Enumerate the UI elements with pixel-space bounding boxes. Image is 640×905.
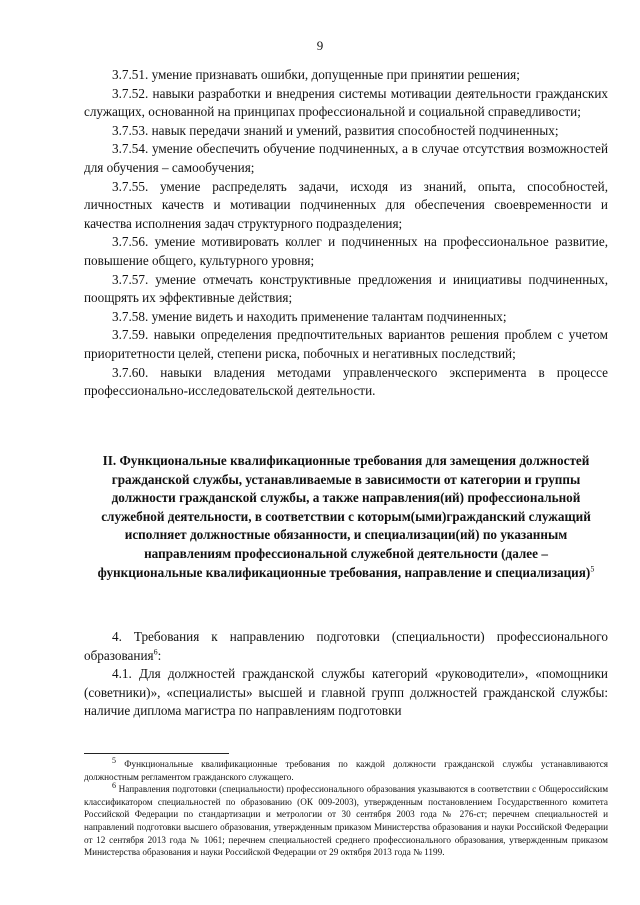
- footnote-ref-6: 6: [153, 647, 158, 657]
- paragraph-4-1: 4.1. Для должностей гражданской службы категорий «руководители», «помощники (советники)», «специалисты» высшей и главной групп должностей гражданской службы: наличие диплома магистра по направлениям подготовки: [84, 666, 608, 719]
- list-item-3-7-57: 3.7.57. умение отмечать конструктивные предложения и инициативы подчиненных, поощрять их эффективные действия;: [84, 271, 608, 306]
- list-item-3-7-55: 3.7.55. умение распределять задачи, исходя из знаний, опыта, способностей, личностных качеств и мотивации подчиненных для обеспечения своевременности и качества исполнения задач структурного подразделения;: [84, 178, 608, 231]
- footnote-6-text: Направления подготовки (специальности) профессионального образования указываются в соответствии с Общероссийским классификатором специальностей по образованию (ОК 009-2003), утвержденным постановлением Государственного комитета Российской Федерации по стандартизации и метрологии от 30 сентября 2003 года № 276-ст; перечнем специальностей и направлений подготовки высшего образования, утвержденным приказом Министерства образования и науки Российской Федерации от 12 сентября 2013 года № 1061; перечнем специальностей среднего профессионального образования, утвержденным приказом Министерства образования и науки Российской Федерации от 29 октября 2013 года № 1199.: [84, 784, 609, 858]
- footnote-6: [84, 783, 608, 859]
- paragraph-4-colon: :: [157, 647, 162, 663]
- footnotes: [84, 755, 609, 859]
- footnote-6-mark: 6: [112, 781, 116, 791]
- list-item-3-7-59: 3.7.59. навыки определения предпочтительных вариантов решения проблем с учетом приоритетности целей, степени риска, побочных и негативных последствий;: [84, 327, 608, 361]
- footnote-separator: [84, 753, 229, 754]
- list-item-3-7-56: 3.7.56. умение мотивировать коллег и подчиненных на профессиональное развитие, повышение общего, культурного уровня;: [84, 234, 608, 268]
- requirements-section: [84, 628, 608, 721]
- section-heading: [96, 452, 596, 582]
- list-item-3-7-54: 3.7.54. умение обеспечить обучение подчиненных, а в случае отсутствия возможностей для обучения – самообучения;: [84, 141, 608, 175]
- footnote-5-mark: 5: [112, 755, 116, 765]
- paragraph-4-text: 4. Требования к направлению подготовки (специальности) профессионального образования: [84, 629, 608, 663]
- list-item-3-7-52: 3.7.52. навыки разработки и внедрения системы мотивации деятельности гражданских служащих, основанной на принципах профессиональной и социальной справедливости;: [84, 85, 608, 120]
- competency-list: [84, 66, 608, 401]
- list-item-3-7-60: 3.7.60. навыки владения методами управленческого эксперимента в процессе профессионально-исследовательской деятельности.: [84, 364, 608, 399]
- section-heading-text: II. Функциональные квалификационные требования для замещения должностей гражданской службы, устанавливаемые в зависимости от категории и группы должности гражданской службы, а также направления(ий) профессиональной служебной деятельности, в соответствии с которым(ыми)гражданский служащий исполняет должностные обязанности, и специализации(ий) по указанным направлениям профессиональной служебной деятельности (далее – функциональные квалификационные требования, направление и специализация): [97, 453, 591, 580]
- list-item-3-7-51: 3.7.51. умение признавать ошибки, допущенные при принятии решения;: [112, 67, 520, 82]
- list-item-3-7-53: 3.7.53. навык передачи знаний и умений, развития способностей подчиненных;: [112, 122, 559, 138]
- paragraph-4: [84, 628, 608, 665]
- footnote-5-text: Функциональные квалификационные требования по каждой должности гражданской службы устанавливаются должностным регламентом гражданского служащего.: [84, 759, 609, 782]
- list-item-3-7-58: 3.7.58. умение видеть и находить применение талантам подчиненных;: [112, 308, 507, 324]
- page-number: 9: [316, 38, 324, 53]
- footnote-5: [84, 755, 609, 783]
- footnote-ref-5: 5: [590, 564, 595, 574]
